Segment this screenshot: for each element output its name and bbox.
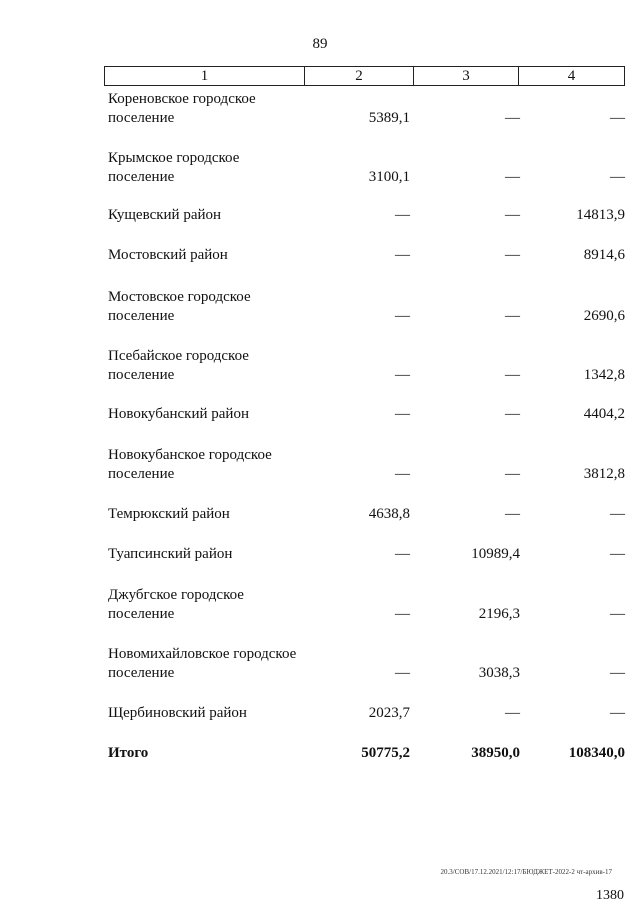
cell-col-3: —	[505, 506, 520, 522]
cell-col-2: —	[395, 665, 410, 681]
cell-col-4: —	[610, 705, 625, 721]
cell-col-3: 10989,4	[471, 546, 520, 562]
row-name-line: поселение	[108, 367, 175, 383]
cell-col-2: 3100,1	[368, 169, 410, 185]
row-name	[108, 288, 308, 326]
cell-col-2: —	[395, 606, 410, 622]
table-header	[104, 66, 625, 86]
cell-col-4: —	[610, 546, 625, 562]
total-col-2: 50775,2	[361, 745, 410, 761]
total-label: Итого	[108, 745, 149, 761]
row-name	[108, 405, 308, 424]
row-name	[108, 347, 308, 385]
row-name-line: Кореновское городское	[108, 91, 256, 107]
row-name-line: Щербиновский район	[108, 705, 247, 721]
document-code: 20.3/СОВ/17.12.2021/12:17/БЮДЖЕТ-2022-2 чт-архив-17	[440, 868, 612, 876]
row-name	[108, 149, 308, 187]
header-col-4: 4	[567, 67, 576, 84]
cell-col-4: 4404,2	[583, 406, 625, 422]
cell-col-3: 2196,3	[478, 606, 520, 622]
header-col-3: 3	[414, 67, 519, 85]
cell-col-4: 14813,9	[576, 207, 625, 223]
row-name-line: Крымское городское	[108, 150, 240, 166]
row-name	[108, 90, 308, 128]
cell-col-4: 1342,8	[583, 367, 625, 383]
row-name	[108, 645, 308, 683]
row-name-line: поселение	[108, 169, 175, 185]
page-number: 89	[312, 36, 328, 52]
row-name-line: Мостовское городское	[108, 289, 251, 305]
cell-col-2: —	[395, 367, 410, 383]
cell-col-2: —	[395, 466, 410, 482]
row-name-line: Темрюкский район	[108, 506, 230, 522]
sheet-number: 1380	[596, 888, 624, 903]
cell-col-4: 3812,8	[583, 466, 625, 482]
row-name	[108, 505, 308, 524]
row-name-line: поселение	[108, 665, 175, 681]
cell-col-2: 5389,1	[368, 110, 410, 126]
row-name-line: Джубгское городское	[108, 587, 244, 603]
row-name-line: поселение	[108, 606, 175, 622]
cell-col-2: —	[395, 247, 410, 263]
cell-col-3: —	[505, 169, 520, 185]
total-col-3: 38950,0	[471, 745, 520, 761]
cell-col-3: —	[505, 367, 520, 383]
row-name	[108, 206, 308, 225]
total-col-4: 108340,0	[568, 745, 625, 761]
row-name-line: Новокубанский район	[108, 406, 249, 422]
row-name-line: поселение	[108, 308, 175, 324]
row-name	[108, 246, 308, 265]
row-name-line: Кущевский район	[108, 207, 222, 223]
row-name	[108, 586, 308, 624]
cell-col-3: —	[505, 207, 520, 223]
cell-col-4: 8914,6	[583, 247, 625, 263]
cell-col-2: —	[395, 546, 410, 562]
cell-col-4: —	[610, 665, 625, 681]
cell-col-2: 4638,8	[368, 506, 410, 522]
cell-col-4: —	[610, 169, 625, 185]
row-name	[108, 704, 308, 723]
cell-col-4: —	[610, 506, 625, 522]
cell-col-2: 2023,7	[368, 705, 410, 721]
row-name-line: Псебайское городское	[108, 348, 249, 364]
row-name	[108, 545, 308, 564]
row-name-line: Туапсинский район	[108, 546, 233, 562]
header-col-1: 1	[105, 67, 305, 85]
cell-col-3: —	[505, 247, 520, 263]
cell-col-3: —	[505, 705, 520, 721]
cell-col-3: —	[505, 406, 520, 422]
cell-col-2: —	[395, 308, 410, 324]
row-name	[108, 446, 308, 484]
cell-col-3: —	[505, 110, 520, 126]
cell-col-3: —	[505, 466, 520, 482]
row-name-line: поселение	[108, 110, 175, 126]
cell-col-4: —	[610, 110, 625, 126]
row-name-line: поселение	[108, 466, 175, 482]
cell-col-3: —	[505, 308, 520, 324]
cell-col-2: —	[395, 406, 410, 422]
row-name-line: Новомихайловское городское	[108, 646, 297, 662]
cell-col-3: 3038,3	[478, 665, 520, 681]
row-name-line: Новокубанское городское	[108, 447, 272, 463]
cell-col-4: 2690,6	[583, 308, 625, 324]
cell-col-4: —	[610, 606, 625, 622]
cell-col-2: —	[395, 207, 410, 223]
row-name-line: Мостовский район	[108, 247, 228, 263]
header-col-2: 2	[305, 67, 414, 85]
